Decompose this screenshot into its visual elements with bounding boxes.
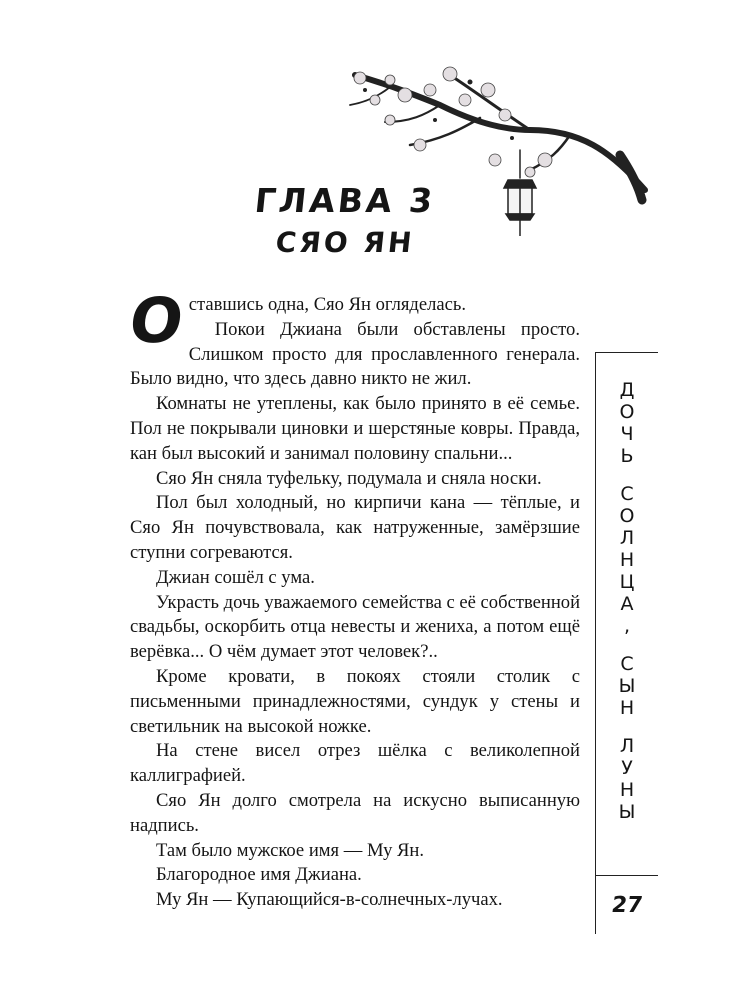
vertical-title-letter: У [621,757,633,779]
paragraph: Комнаты не утеплены, как было принято в её семье. Пол не покрывали циновки и шерстяные ковры. Правда, кан был высокий и занимал половину спальни... [130,393,580,464]
paragraph: Пол был холодный, но кирпичи кана — тёплые, и Сяо Ян почувствовала, как натруженные, замёрзшие ступни согреваются. [130,492,580,563]
vertical-title-letter: Н [619,779,635,801]
vertical-title-letter: О [619,505,635,527]
vertical-title-letter: Л [619,527,635,549]
vertical-book-title [596,379,658,823]
vertical-title-letter: Д [619,379,635,401]
vertical-title-word [620,483,635,637]
vertical-title-letter: Ц [619,571,635,593]
paragraph: Благородное имя Джиана. [156,864,362,886]
vertical-title-word [619,653,636,719]
vertical-title-letter: Ч [620,423,634,445]
running-sidebar [595,352,658,934]
vertical-title-letter: Ы [618,675,636,697]
vertical-title-word [619,735,636,823]
paragraph: Оставшись одна, Сяо Ян огляделась. [124,284,467,357]
paragraph: Там было мужское имя — Му Ян. [156,839,425,861]
paragraph: Украсть дочь уважаемого семейства с её собственной свадьбы, оскорбить отца невесты и жениха, а потом ещё верёвка... О чём думает этот человек?.. [130,591,581,663]
paragraph: Кроме кровати, в покоях стояли столик с письменными принадлежностями, сундук у стены и светильник на высокой ножке. [130,665,580,737]
vertical-title-letter: О [619,401,635,423]
paragraph: Сяо Ян сняла туфельку, подумала и сняла носки. [156,467,542,489]
vertical-title-letter: С [620,653,634,675]
vertical-title-letter: Ь [620,445,634,467]
vertical-title-letter: , [623,615,631,637]
page-number: 27 [609,893,645,918]
paragraph: Покои Джиана были обставлены просто. Слишком просто для прославленного генерала. Было видно, что здесь давно никто не жил. [130,318,580,390]
vertical-title-word [620,379,635,467]
chapter-title: ГЛАВА 3 [252,181,438,220]
paragraph: На стене висел отрез шёлка с великолепной каллиграфией. [130,740,580,787]
sidebar-divider [596,875,658,876]
vertical-title-letter: Н [619,549,635,571]
vertical-title-letter: Л [619,735,635,757]
paragraph: Джиан сошёл с ума. [156,566,315,588]
chapter-subtitle: СЯО ЯН [273,226,417,259]
vertical-title-letter: А [620,593,634,615]
drop-cap: О [124,284,188,357]
vertical-title-letter: С [620,483,634,505]
body-text [124,284,581,913]
paragraph: Му Ян — Купающийся-в-солнечных-лучах. [156,889,503,911]
vertical-title-letter: Ы [618,801,636,823]
vertical-title-letter: Н [619,697,635,719]
paragraph: Сяо Ян долго смотрела на искусно выписанную надпись. [130,789,580,836]
